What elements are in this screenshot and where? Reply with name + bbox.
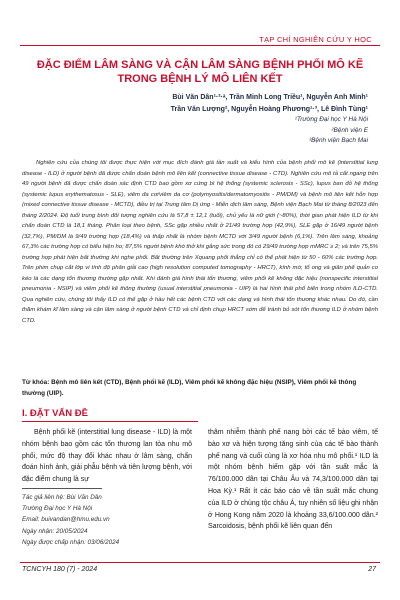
page-number: 27 [368,566,376,573]
accepted-date: Ngày được chấp nhận: 03/06/2024 [22,538,120,546]
author-line-2: Trần Văn Lượng², Nguyễn Hoàng Phương¹·³, Lê Đình Tùng¹ [170,105,368,113]
affiliation-3: ³Bệnh viện Bạch Mai [309,137,368,144]
intro-left-column: Bệnh phổi kẽ (interstitial lung disease - ILD) là một nhóm bệnh bao gồm các tổn thương lan tỏa nhu mô phổi, mức độ thay đổi khác nhau ở lâm sàng, chẩn đoán hình ảnh, giải phẫu bệnh và tiên lượng bệnh, với đặc điểm chung là sự [22,429,192,484]
footer-divider [20,562,380,563]
section-divider [22,421,198,422]
section-heading: I. ĐẶT VẤN ĐỀ [22,408,88,419]
author-line-1: Bùi Văn Dân¹·²·ᵃ, Trần Minh Long Triều¹, Nguyễn Anh Minh¹ [172,94,368,101]
footer-issue: TCNCYH 180 (7) - 2024 [22,566,98,573]
header-divider [20,45,380,46]
corresponding-institution: Trường Đại học Y Hà Nội [22,505,93,513]
journal-name: TẠP CHÍ NGHIÊN CỨU Y HỌC [259,35,372,44]
article-title: ĐẶC ĐIỂM LÂM SÀNG VÀ CẬN LÂM SÀNG BỆNH PHỔI MÔ KẼ TRONG BỆNH LÝ MÔ LIÊN KẾT [36,59,364,85]
received-date: Ngày nhận: 20/05/2024 [22,527,88,535]
author-block [171,92,368,147]
keywords: Từ khóa: Bệnh mô liên kết (CTD), Bệnh phổi kẽ (ILD), Viêm phổi kẽ không đặc hiệu (NSIP), Viêm phổi kẽ thông thường (UIP). [22,379,357,397]
intro-right-column: thâm nhiễm thành phế nang bởi các tế bào viêm, tế bào xơ và hiện tượng tăng sinh của các tế bào thành phế nang và cuối cùng là xơ hóa nhu mô phổi.¹ ILD là một nhóm bệnh hiếm gặp với tần suất mắc là 76/100.000 dân tại Châu Âu và 74,3/100.000 dân tại Hoa Kỳ.¹ Rất ít các báo cáo về tần suất mắc chung của ILD ở chủng tộc châu Á, tuy nhiên số liệu ghi nhận ở Hong Kong năm 2020 là khoảng 33,6/100.000 dân.² Sarcoidosis, bệnh phổi kẽ liên quan đến [208,429,378,531]
corresponding-author: Tác giả liên hệ: Bùi Văn Dân [22,494,102,501]
affiliation-1: ¹Trường Đại học Y Hà Nội [294,116,368,123]
correspondence-divider [22,488,102,489]
affiliation-2: ²Bệnh viện E [331,126,368,134]
abstract: Nghiên cứu của chúng tôi được thực hiện với mục đích đánh giá tần suất và kiểu hình của bệnh phổi mô kẽ (interstitial lung disease - ILD) ở người bệnh đã được chẩn đoán bệnh mô liên kết (connective tissue disease - CTD). Nghiên cứu mô tả cắt ngang trên 49 người bệnh đã được chẩn đoán xác định CTD bao gồm xơ cứng bì hệ thống (systemic sclerosis - SSc), lupus ban đỏ hệ thống (systemic lupus erythematosus - SLE), viêm đa cơ/viêm da cơ (polymyositis/dermatomyositis - PM/DM) và bệnh mô liên kết hỗn hợp (mixed connective tissue disease - MCTD), điều trị tại Trung tâm Dị ứng - Miễn dịch lâm sàng, Bệnh viện Bạch Mai từ tháng 8/2023 đến tháng 2/2024. Độ tuổi trung bình đối tượng nghiên cứu là 57,8 ± 12,1 (tuổi), chủ yếu là nữ giới (~80%), thời gian phát hiện ILD từ khi chẩn đoán CTD là 18,1 tháng. Phân loại theo bệnh, SSc gặp nhiều nhất ở 21/49 trường hợp (42,9%), SLE gặp ở 16/49 người bệnh (32,7%), PM/DM là 9/49 trường hợp (18,4%) và thấp nhất là nhóm bệnh MCTD với 3/49 người bệnh (6,1%). Trên lâm sàng, khoảng 67,3% các trường hợp có biểu hiện ho; 87,5% người bệnh khó thở khi gắng sức trong đó có 29/49 trường hợp mMRC ≥ 2; và trên 75,5% trường hợp phát hiện bất thường khi nghe phổi. Bất thường trên Xquang phổi thẳng chỉ có thể phát hiện từ 50 - 60% các trường hợp. Trên phim chụp cắt lớp vi tính độ phân giải cao (high resolution computed tomography - HRCT), kính mờ, tổ ong và giãn phế quản co kéo là các dạng tổn thương thường gặp nhất. Khi đánh giá hình thái tổn thương, viêm phổi kẽ không đặc hiệu (nonspecific interstitial pneumonia - NSIP) và viêm phổi kẽ thông thường (usual interstitial pneumonia - UIP) là hai hình thái phổ biến trong nhóm ILD-CTD. Qua nghiên cứu, chúng tôi thấy ILD có thể gặp ở hầu hết các bệnh CTD với các dạng và hình thái tổn thương khác nhau. Do đó, cần thăm khám kĩ lâm sàng và cận lâm sàng ở người bệnh CTD và chỉ định chụp HRCT sớm để tránh bỏ sót tổn thương ILD ở nhóm bệnh CTD. [22,160,378,324]
correspondence-block [22,492,119,548]
corresponding-email: Email: buivandan@hmu.edu.vn [22,516,110,524]
